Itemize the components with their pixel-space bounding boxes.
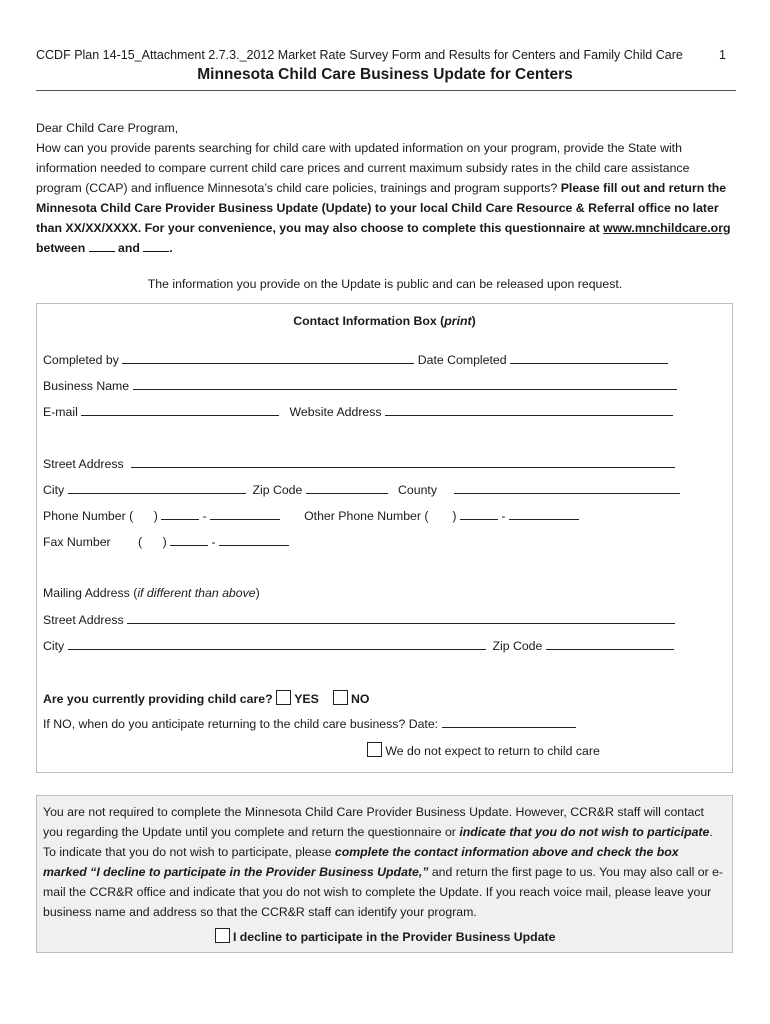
between-end-blank[interactable] bbox=[143, 239, 169, 252]
row-mailing-address-label: Mailing Address (if different than above) bbox=[43, 586, 260, 600]
row-if-no: If NO, when do you anticipate returning to the child care business? Date: bbox=[43, 716, 576, 731]
plan-line-text: CCDF Plan 14-15_Attachment 2.7.3._2012 Market Rate Survey Form and Results for Centers and Family Child Care bbox=[36, 48, 683, 62]
fax-prefix-field[interactable] bbox=[170, 534, 208, 546]
greeting: Dear Child Care Program, bbox=[36, 121, 179, 135]
between-label: between bbox=[36, 241, 86, 255]
row-providing-care: Are you currently providing child care? YES NO bbox=[43, 692, 370, 706]
row-street-address: Street Address bbox=[43, 456, 675, 471]
page-number: 1 bbox=[719, 48, 726, 62]
decline-checkbox[interactable] bbox=[215, 928, 230, 943]
row-not-return: We do not expect to return to child care bbox=[367, 742, 600, 758]
row-completed-by: Completed by Date Completed bbox=[43, 352, 668, 367]
not-return-checkbox[interactable] bbox=[367, 742, 382, 757]
and-label: and bbox=[118, 241, 140, 255]
mail-city-field[interactable] bbox=[68, 638, 486, 650]
public-notice: The information you provide on the Update is public and can be released upon request. bbox=[147, 277, 623, 291]
email-field[interactable] bbox=[81, 404, 279, 416]
decline-checkbox-label: I decline to participate in the Provider Business Update bbox=[232, 930, 556, 944]
fax-line-field[interactable] bbox=[219, 534, 289, 546]
website-link[interactable]: www.mnchildcare.org bbox=[603, 221, 731, 235]
page-title: Minnesota Child Care Business Update for Centers bbox=[197, 66, 573, 83]
row-fax: Fax Number ( ) - bbox=[43, 534, 289, 549]
other-phone-prefix-field[interactable] bbox=[460, 508, 498, 520]
business-name-field[interactable] bbox=[133, 378, 677, 390]
website-address-field[interactable] bbox=[385, 404, 673, 416]
zip-code-field[interactable] bbox=[306, 482, 388, 494]
row-city-zip-county: City Zip Code County bbox=[43, 482, 680, 497]
date-completed-field[interactable] bbox=[510, 352, 668, 364]
intro-body-bold: Please fill out and return the Minnesota Child Care Provider Business Update (Update) to your local Child Care Resource & Referral office no later than XX/XX/XXXX. For your convenience, you may also choose to complete this questionnaire at bbox=[36, 181, 727, 235]
row-email: E-mail Website Address bbox=[43, 404, 673, 419]
return-date-field[interactable] bbox=[442, 716, 576, 728]
yes-checkbox[interactable] bbox=[276, 690, 291, 705]
mail-street-field[interactable] bbox=[127, 612, 675, 624]
county-field[interactable] bbox=[454, 482, 680, 494]
between-start-blank[interactable] bbox=[89, 239, 115, 252]
decline-text: You are not required to complete the Minnesota Child Care Provider Business Update. However, CCR&R staff will contact you regarding the Update until you complete and return the questionnaire or indicate that you do not wish to participate. To indicate that you do not wish to participate, please complete the contact information above and check the box marked “I decline to participate in the Provider Business Update,” and return the first page to us. You may also call or e-mail the CCR&R office and indicate that you do not wish to complete the Update. If you reach voice mail, please leave your business name and address so that the CCR&R staff can identify your program. bbox=[43, 805, 724, 919]
row-business-name: Business Name bbox=[43, 378, 677, 393]
phone-line-field[interactable] bbox=[210, 508, 280, 520]
street-address-field[interactable] bbox=[131, 456, 675, 468]
intro-body-normal: How can you provide parents searching for child care with updated information on your program, provide the State with information needed to compare current child care prices and current maximum subsidy rates in the child care assistance program (CCAP) and influence Minnesota’s child care policies, trainings and program supports? bbox=[36, 141, 690, 195]
phone-prefix-field[interactable] bbox=[161, 508, 199, 520]
row-mail-city-zip: City Zip Code bbox=[43, 638, 674, 653]
contact-box-title: Contact Information Box (print) bbox=[293, 314, 476, 328]
city-field[interactable] bbox=[68, 482, 246, 494]
intro-letter bbox=[36, 118, 736, 258]
intro-body: How can you provide parents searching for child care with updated information on your program, provide the State with information needed to compare current child care prices and current maximum subsidy rates in the child care assistance program (CCAP) and influence Minnesota’s child care policies, trainings and program supports? Please fill out and return the Minnesota Child Care Provider Business Update (Update) to your local Child Care Resource & Referral office no later than XX/XX/XXXX. For your convenience, you may also choose to complete this questionnaire at www.mnchildcare.org between and . bbox=[36, 141, 731, 255]
no-checkbox[interactable] bbox=[333, 690, 348, 705]
row-mail-street: Street Address bbox=[43, 612, 675, 627]
mail-zip-field[interactable] bbox=[546, 638, 674, 650]
row-phone: Phone Number ( ) - Other Phone Number ( ) - bbox=[43, 508, 579, 523]
decline-checkbox-row bbox=[0, 928, 770, 944]
header-plan-line bbox=[36, 48, 736, 62]
other-phone-line-field[interactable] bbox=[509, 508, 579, 520]
completed-by-field[interactable] bbox=[122, 352, 414, 364]
header-divider bbox=[36, 90, 736, 91]
